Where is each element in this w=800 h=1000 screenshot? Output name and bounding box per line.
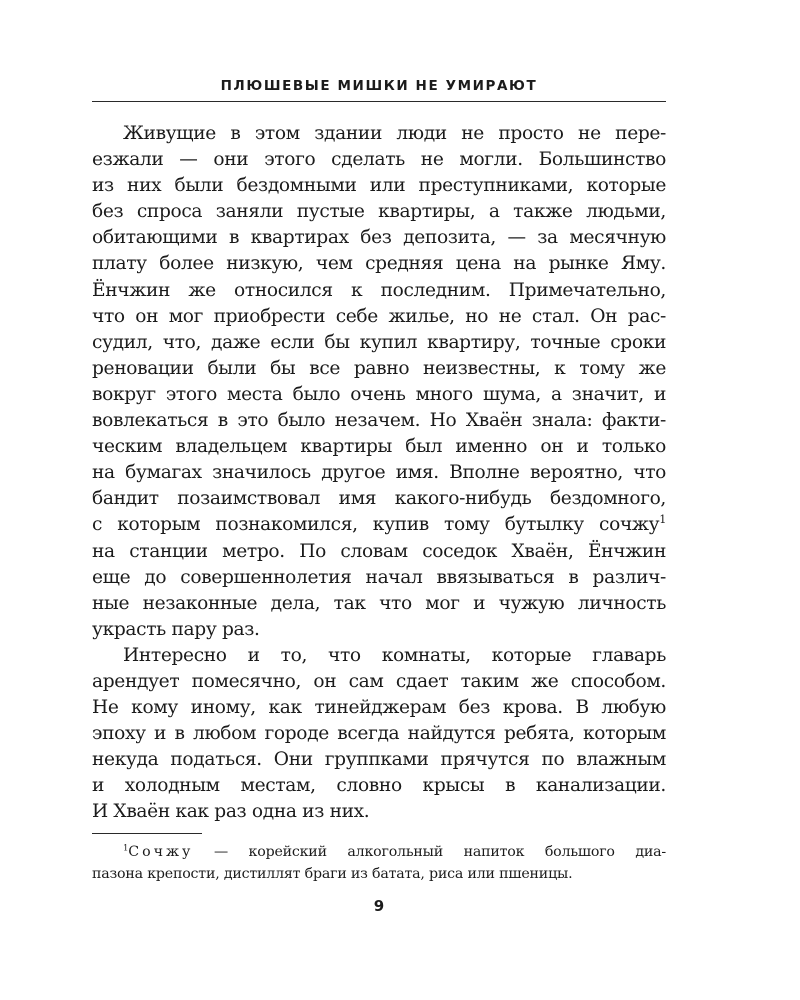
text-line: еще до совершеннолетия начал ввязываться в различ- <box>92 566 666 588</box>
footnote-text: — корейский алкогольный напиток большого диа- <box>193 844 666 860</box>
text-line-content: с которым познакомился, купив тому бутылку сочжу <box>92 514 660 536</box>
text-line: ческим владельцем квартиры был именно он и только <box>92 436 666 458</box>
text-line: Интересно и то, что комнаты, которые главарь <box>123 644 666 666</box>
text-line: обитающими в квартирах без депозита, — за месячную <box>92 227 666 249</box>
text-line: украсть пару раз. <box>92 618 260 640</box>
text-line: на бумагах значилось другое имя. Вполне вероятно, что <box>92 462 666 484</box>
text-line: И Хваён как раз одна из них. <box>92 801 370 823</box>
text-line: судил, что, даже если бы купил квартиру, точные сроки <box>92 331 666 353</box>
text-line: вовлекаться в это было незачем. Но Хваён знала: факти- <box>92 410 666 432</box>
footnote-term: Сочжу <box>128 844 194 860</box>
footnote-reference: 1 <box>659 513 666 527</box>
page-number: 9 <box>373 897 385 915</box>
text-line: на станции метро. По словам соседок Хваён, Ёнчжин <box>92 540 666 562</box>
text-line: Живущие в этом здании люди не просто не пере- <box>123 123 666 144</box>
text-line: без спроса заняли пустые квартиры, а также людьми, <box>92 201 666 223</box>
footnote <box>92 841 666 885</box>
body-text <box>92 121 666 826</box>
text-line: вокруг этого места было очень много шума, а значит, и <box>92 383 666 405</box>
text-line: что он мог приобрести себе жилье, но не стал. Он рас- <box>92 305 666 327</box>
footnote-line: пазона крепости, дистиллят браги из батата, риса или пшеницы. <box>92 866 573 882</box>
footnote-marker: 1 <box>123 843 129 854</box>
footnote-rule <box>92 833 202 834</box>
text-line: реновации были бы все равно неизвестны, к тому же <box>92 357 666 379</box>
text-line-with-footnote <box>92 512 666 538</box>
paragraph <box>92 643 666 826</box>
text-line: некуда податься. Они группками прячутся по влажным <box>92 749 666 771</box>
text-line: Ёнчжин же относился к последним. Примечательно, <box>92 279 666 301</box>
text-line: Не кому иному, как тинейджерам без крова. В любую <box>92 697 666 719</box>
text-line: езжали — они этого сделать не могли. Большинство <box>92 149 666 171</box>
text-line: бандит позаимствовал имя какого-нибудь бездомного, <box>92 488 666 510</box>
text-line: плату более низкую, чем средняя цена на рынке Яму. <box>92 253 666 275</box>
text-line: и холодным местам, словно крысы в канализации. <box>92 775 666 797</box>
text-line: ные незаконные дела, так что мог и чужую личность <box>92 592 666 614</box>
footnote-line <box>92 841 666 863</box>
running-title: ПЛЮШЕВЫЕ МИШКИ НЕ УМИРАЮТ <box>220 78 538 94</box>
paragraph <box>92 121 666 643</box>
text-line: из них были бездомными или преступниками, которые <box>92 175 666 197</box>
header-rule <box>92 101 666 102</box>
text-line: арендует помесячно, он сам сдает таким же способом. <box>92 670 666 692</box>
text-line: эпоху и в любом городе всегда найдутся ребята, которым <box>92 723 666 745</box>
